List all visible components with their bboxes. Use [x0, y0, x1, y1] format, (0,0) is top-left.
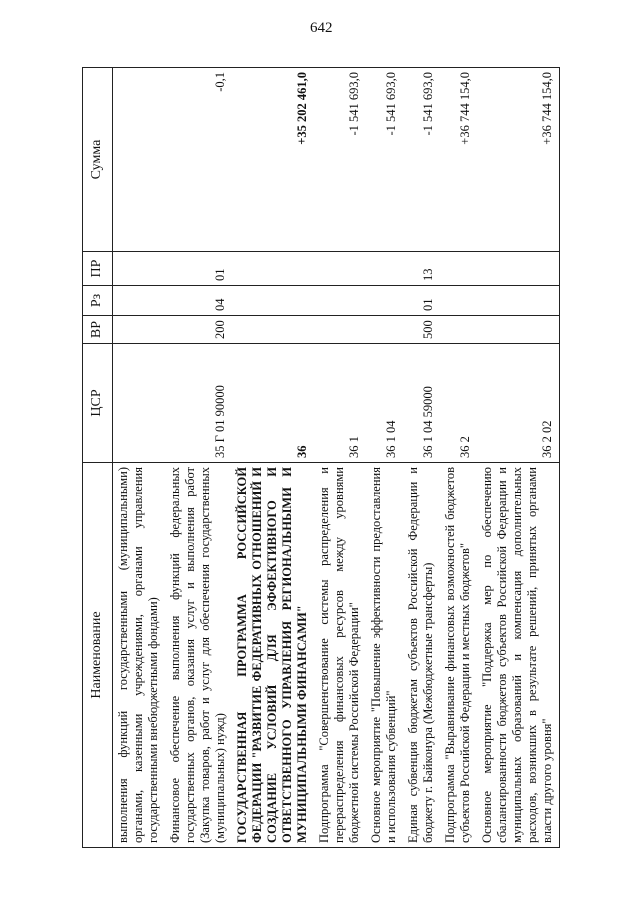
cell-name: Основное мероприятие "Поддержка мер по обеспечению сбалансированности бюджетов субъектов Российской Федерации и муниципальных образований и компенсация дополнительных расходов, возникших в результате решений, принятых органами власти другого уровня"	[477, 463, 560, 848]
cell-pr	[314, 252, 366, 286]
page-number: 642	[310, 20, 333, 36]
budget-table	[82, 67, 560, 848]
cell-name: ГОСУДАРСТВЕННАЯ ПРОГРАММА РОССИЙСКОЙ ФЕДЕРАЦИИ "РАЗВИТИЕ ФЕДЕРАТИВНЫХ ОТНОШЕНИЙ И СОЗДАНИЕ УСЛОВИЙ ДЛЯ ЭФФЕКТИВНОГО И ОТВЕТСТВЕННОГО УПРАВЛЕНИЯ РЕГИОНАЛЬНЫМИ И МУНИЦИПАЛЬНЫМИ ФИНАНСАМИ"	[232, 463, 314, 848]
cell-pr: 01	[165, 252, 232, 286]
cell-pr	[366, 252, 403, 286]
header-sum: Сумма	[83, 68, 113, 252]
cell-name: Основное мероприятие "Повышение эффективности предоставления и использования субвенций"	[366, 463, 403, 848]
cell-vr	[232, 316, 314, 344]
cell-csr: 36 2 02	[477, 344, 560, 463]
cell-rz	[366, 286, 403, 316]
cell-sum: +36 744 154,0	[477, 68, 560, 252]
cell-vr	[314, 316, 366, 344]
table-row	[314, 68, 366, 848]
cell-vr	[477, 316, 560, 344]
cell-sum: -0,1	[165, 68, 232, 252]
cell-name: Единая субвенция бюджетам субъектов Российской Федерации и бюджету г. Байконура (Межбюджетные трансферты)	[403, 463, 440, 848]
cell-sum: +36 744 154,0	[440, 68, 477, 252]
cell-csr	[112, 344, 165, 463]
table-row	[112, 68, 165, 848]
cell-vr: 200	[165, 316, 232, 344]
cell-pr	[232, 252, 314, 286]
cell-sum: -1 541 693,0	[366, 68, 403, 252]
cell-sum: -1 541 693,0	[403, 68, 440, 252]
cell-pr: 13	[403, 252, 440, 286]
cell-vr: 500	[403, 316, 440, 344]
cell-name: Подпрограмма "Выравнивание финансовых возможностей бюджетов субъектов Российской Федерации и местных бюджетов"	[440, 463, 477, 848]
table-row	[403, 68, 440, 848]
header-csr: ЦСР	[83, 344, 113, 463]
cell-rz: 04	[165, 286, 232, 316]
cell-rz	[440, 286, 477, 316]
cell-csr: 36 1 04	[366, 344, 403, 463]
cell-name: Подпрограмма "Совершенствование системы распределения и перераспределения финансовых ресурсов между уровнями бюджетной системы Российской Федерации"	[314, 463, 366, 848]
rotated-table-container	[82, 68, 602, 848]
cell-csr: 36 1	[314, 344, 366, 463]
cell-rz	[232, 286, 314, 316]
table-row	[232, 68, 314, 848]
cell-rz	[477, 286, 560, 316]
cell-pr	[112, 252, 165, 286]
header-name: Наименование	[83, 463, 113, 848]
header-rz: Рз	[83, 286, 113, 316]
cell-csr: 35 Г 01 90000	[165, 344, 232, 463]
table-header-row	[83, 68, 113, 848]
cell-vr	[440, 316, 477, 344]
header-vr: ВР	[83, 316, 113, 344]
cell-rz	[314, 286, 366, 316]
cell-sum: +35 202 461,0	[232, 68, 314, 252]
cell-pr	[477, 252, 560, 286]
header-pr: ПР	[83, 252, 113, 286]
cell-pr	[440, 252, 477, 286]
cell-vr	[366, 316, 403, 344]
cell-sum: -1 541 693,0	[314, 68, 366, 252]
cell-rz	[112, 286, 165, 316]
table-row	[440, 68, 477, 848]
cell-name: Финансовое обеспечение выполнения функций федеральных государственных органов, оказания услуг и выполнения работ (Закупка товаров, работ и услуг для обеспечения государственных (муниципальных) нужд)	[165, 463, 232, 848]
table-row	[477, 68, 560, 848]
cell-csr: 36	[232, 344, 314, 463]
cell-name: выполнения функций государственными (муниципальными) органами, казенными учреждениями, органами управления государственными внебюджетными фондами)	[112, 463, 165, 848]
cell-csr: 36 1 04 59000	[403, 344, 440, 463]
cell-csr: 36 2	[440, 344, 477, 463]
table-row	[366, 68, 403, 848]
cell-vr	[112, 316, 165, 344]
table-row	[165, 68, 232, 848]
cell-rz: 01	[403, 286, 440, 316]
cell-sum	[112, 68, 165, 252]
